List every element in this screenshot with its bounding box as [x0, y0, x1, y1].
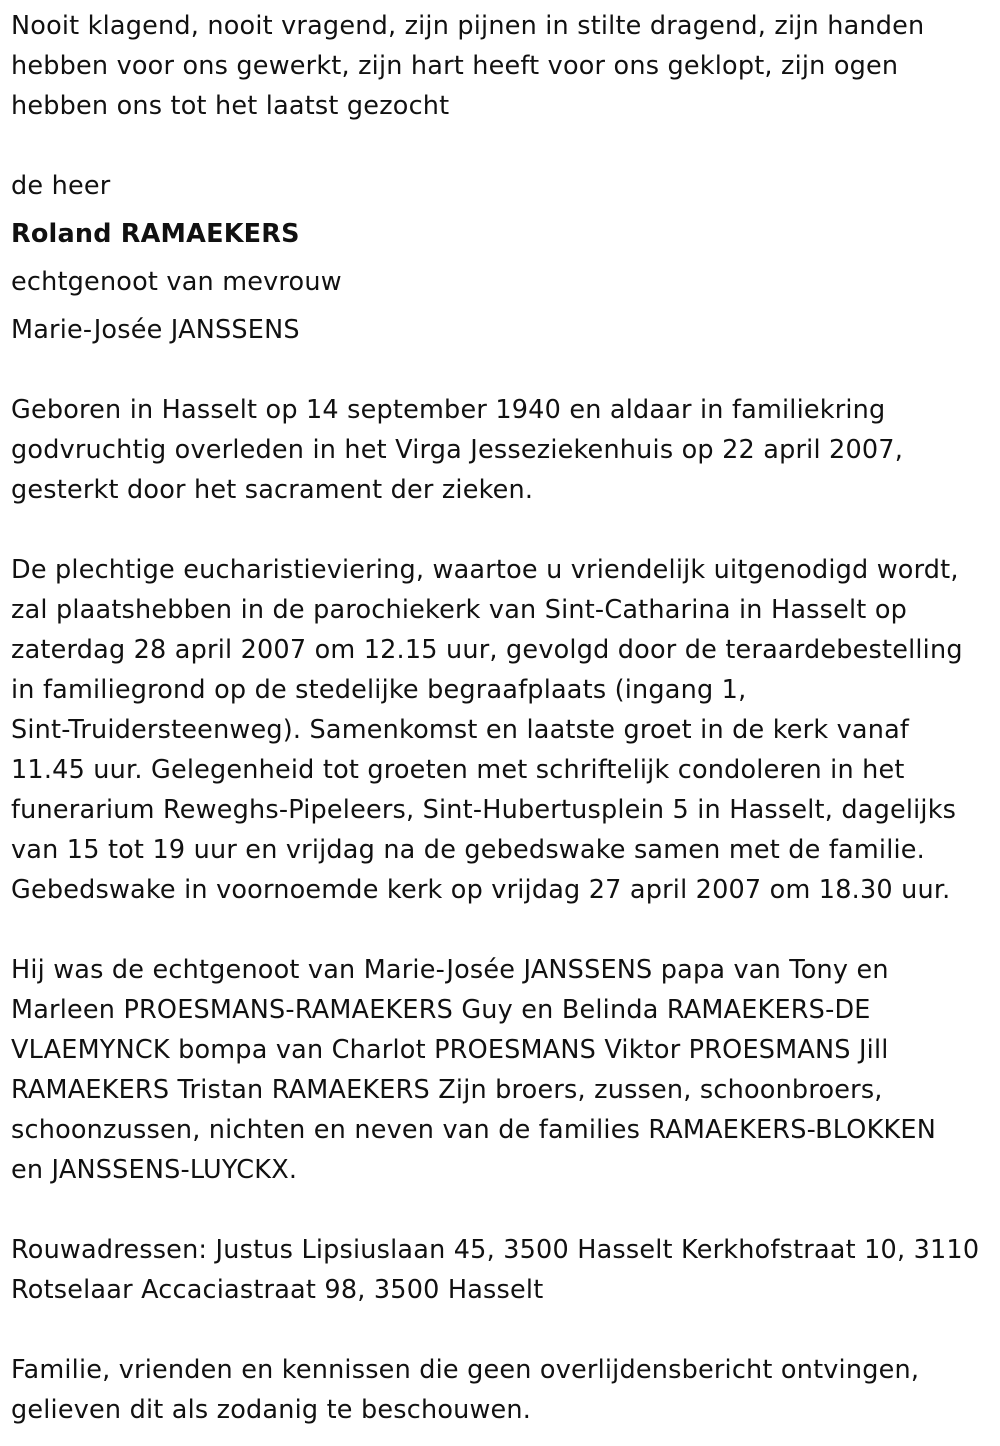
ceremony-line: zaterdag 28 april 2007 om 12.15 uur, gevolgd door de teraardebestelling [11, 635, 963, 665]
birth-death-line: Geboren in Hasselt op 14 september 1940 en aldaar in familiekring [11, 395, 886, 425]
obituary-document [11, 6, 991, 1430]
spouse-name: Marie-Josée JANSSENS [11, 315, 300, 345]
ceremony-line: in familiegrond op de stedelijke begraafplaats (ingang 1, [11, 675, 747, 705]
deceased-name: Roland RAMAEKERS [11, 219, 300, 249]
address-line: Rouwadressen: Justus Lipsiuslaan 45, 3500 Hasselt Kerkhofstraat 10, 3110 [11, 1235, 980, 1265]
addresses-paragraph [11, 1230, 991, 1310]
closing-line: gelieven dit als zodanig te beschouwen. [11, 1395, 532, 1425]
ceremony-line: 11.45 uur. Gelegenheid tot groeten met schriftelijk condoleren in het [11, 755, 905, 785]
poem-line: Nooit klagend, nooit vragend, zijn pijnen in stilte dragend, zijn handen [11, 11, 925, 41]
closing-line: Familie, vrienden en kennissen die geen overlijdensbericht ontvingen, [11, 1355, 920, 1385]
spouse-intro: echtgenoot van mevrouw [11, 267, 342, 297]
poem-line: hebben voor ons gewerkt, zijn hart heeft voor ons geklopt, zijn ogen [11, 51, 899, 81]
family-paragraph [11, 950, 991, 1190]
birth-death-line: gesterkt door het sacrament der zieken. [11, 475, 534, 505]
address-line: Rotselaar Accaciastraat 98, 3500 Hasselt [11, 1275, 544, 1305]
ceremony-paragraph [11, 550, 991, 910]
family-line: en JANSSENS-LUYCKX. [11, 1155, 298, 1185]
ceremony-line: De plechtige eucharistieviering, waartoe u vriendelijk uitgenodigd wordt, [11, 555, 959, 585]
family-line: VLAEMYNCK bompa van Charlot PROESMANS Viktor PROESMANS Jill [11, 1035, 889, 1065]
poem-line: hebben ons tot het laatst gezocht [11, 91, 450, 121]
ceremony-line: funerarium Reweghs-Pipeleers, Sint-Hubertusplein 5 in Hasselt, dagelijks [11, 795, 957, 825]
salutation: de heer [11, 171, 111, 201]
ceremony-line: Sint-Truidersteenweg). Samenkomst en laatste groet in de kerk vanaf [11, 715, 910, 745]
family-line: Marleen PROESMANS-RAMAEKERS Guy en Belinda RAMAEKERS-DE [11, 995, 871, 1025]
ceremony-line: zal plaatshebben in de parochiekerk van Sint-Catharina in Hasselt op [11, 595, 908, 625]
family-line: RAMAEKERS Tristan RAMAEKERS Zijn broers, zussen, schoonbroers, [11, 1075, 883, 1105]
ceremony-line: van 15 tot 19 uur en vrijdag na de gebedswake samen met de familie. [11, 835, 925, 865]
poem-paragraph [11, 6, 991, 126]
closing-paragraph [11, 1350, 991, 1430]
birth-death-paragraph [11, 390, 991, 510]
birth-death-line: godvruchtig overleden in het Virga Jesseziekenhuis op 22 april 2007, [11, 435, 904, 465]
family-line: schoonzussen, nichten en neven van de families RAMAEKERS-BLOKKEN [11, 1115, 936, 1145]
family-line: Hij was de echtgenoot van Marie-Josée JANSSENS papa van Tony en [11, 955, 889, 985]
ceremony-line: Gebedswake in voornoemde kerk op vrijdag 27 april 2007 om 18.30 uur. [11, 875, 951, 905]
